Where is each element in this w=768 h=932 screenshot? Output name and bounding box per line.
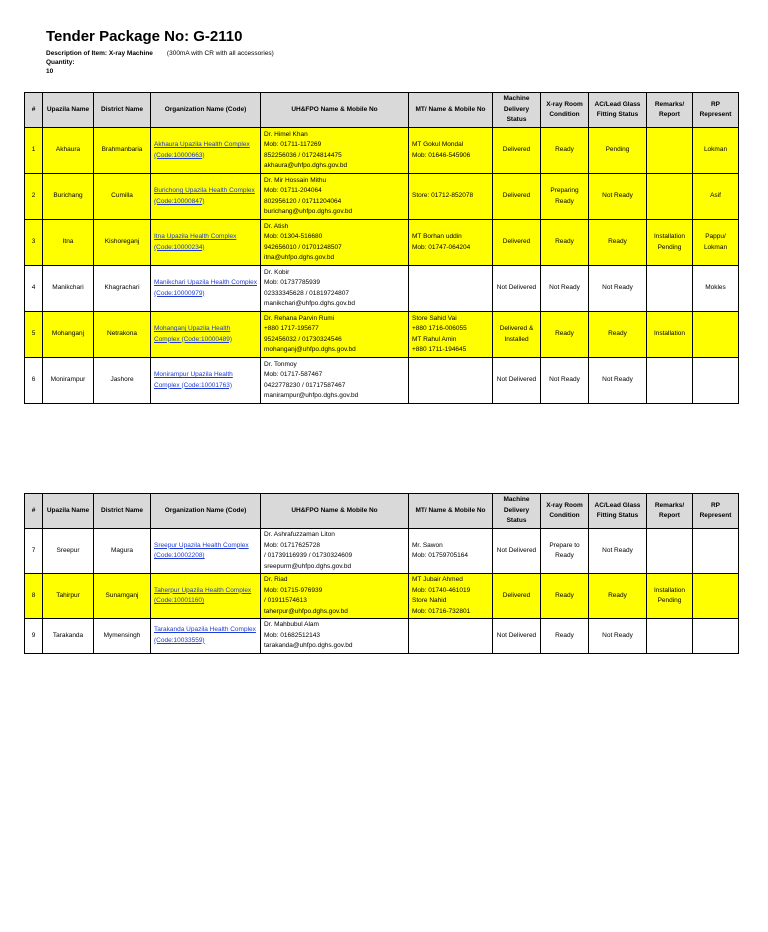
contact-line: Mr. Sawon [412, 541, 443, 549]
uhfpo-contact [261, 174, 409, 220]
contact-line: Mob: 01740-461019 [412, 586, 471, 594]
delivery-status: Delivered [493, 128, 541, 174]
delivery-status: Delivered [493, 220, 541, 266]
column-header: Organization Name (Code) [151, 93, 261, 128]
xray-room-condition: Prepare to Ready [541, 529, 589, 574]
contact-line: Dr. Rehana Parvin Rumi [264, 314, 335, 322]
organization-link[interactable]: Taherpur Upazila Health Complex (Code:10001160) [154, 586, 252, 604]
mt-contact [409, 312, 493, 358]
remarks [647, 358, 693, 404]
row-number: 1 [25, 128, 43, 174]
ac-glass-status: Not Ready [589, 529, 647, 574]
contact-line: Dr. Ashrafuzzaman Liton [264, 531, 335, 538]
remarks: Installation [647, 312, 693, 358]
rp-representative: Mokles [693, 266, 739, 312]
description-line [46, 49, 274, 58]
tender-table-1 [24, 92, 739, 404]
xray-room-condition: Preparing Ready [541, 174, 589, 220]
contact-line: +880 1711-194645 [412, 346, 467, 353]
contact-line: 02333345628 / 01819724807 [264, 289, 349, 297]
rp-representative: Lokman [693, 128, 739, 174]
delivery-status: Delivered [493, 174, 541, 220]
remarks [647, 266, 693, 312]
contact-line: Dr. Himel Khan [264, 130, 308, 138]
district-name: Magura [94, 529, 151, 574]
row-number: 8 [25, 574, 43, 619]
mt-contact [409, 529, 493, 574]
column-header: Remarks/ Report [647, 93, 693, 128]
row-number: 3 [25, 220, 43, 266]
table-row [25, 128, 739, 174]
row-number: 6 [25, 358, 43, 404]
upazila-name: Tarakanda [43, 619, 94, 654]
uhfpo-contact [261, 220, 409, 266]
uhfpo-contact [261, 266, 409, 312]
district-name: Mymensingh [94, 619, 151, 654]
rp-representative [693, 574, 739, 619]
uhfpo-contact [261, 574, 409, 619]
contact-line: MT Rahul Amin [412, 335, 457, 343]
contact-line: Dr. Mahbubul Alam [264, 621, 319, 628]
organization-link[interactable]: Akhaura Upazila Health Complex (Code:10000663) [154, 141, 250, 159]
ac-glass-status: Ready [589, 220, 647, 266]
organization-link[interactable]: Manikchari Upazila Health Complex (Code:10000979) [154, 279, 257, 297]
contact-line: sreepurm@uhfpo.dghs.gov.bd [264, 562, 352, 570]
column-header: X-ray Room Condition [541, 93, 589, 128]
mt-contact [409, 174, 493, 220]
contact-line: 852256036 / 01724814475 [264, 151, 342, 159]
xray-room-condition: Ready [541, 220, 589, 266]
contact-line: Mob: 01717-587467 [264, 371, 323, 378]
table-row [25, 358, 739, 404]
column-header: Upazila Name [43, 93, 94, 128]
document-header [46, 28, 274, 76]
remarks: Installation Pending [647, 574, 693, 619]
rp-representative [693, 312, 739, 358]
organization-cell [151, 574, 261, 619]
column-header: X-ray Room Condition [541, 494, 589, 529]
organization-cell [151, 358, 261, 404]
delivery-status: Delivered & Installed [493, 312, 541, 358]
xray-room-condition: Ready [541, 128, 589, 174]
upazila-name: Akhaura [43, 128, 94, 174]
quantity-label: Quantity: [46, 59, 75, 66]
column-header: Machine Delivery Status [493, 93, 541, 128]
column-header: RP Represent [693, 494, 739, 529]
district-name: Khagrachari [94, 266, 151, 312]
contact-line: Mob: 01747-064204 [412, 243, 471, 251]
page-title: Tender Package No: G-2110 [46, 28, 243, 45]
column-header: # [25, 93, 43, 128]
contact-line: tarakanda@uhfpo.dghs.gov.bd [264, 642, 353, 649]
column-header: RP Represent [693, 93, 739, 128]
uhfpo-contact [261, 529, 409, 574]
table-row [25, 220, 739, 266]
contact-line: MT Jubair Ahmed [412, 576, 463, 583]
ac-glass-status: Not Ready [589, 266, 647, 312]
quantity-value: 10 [46, 68, 54, 75]
column-header: # [25, 494, 43, 529]
contact-line: Mob: 01716-732801 [412, 607, 471, 615]
contact-line: MT Gokul Mondal [412, 141, 464, 148]
contact-line: Mob: 01715-976939 [264, 586, 323, 594]
contact-line: Mob: 01304-516680 [264, 233, 323, 240]
contact-line: 0422778230 / 01717587467 [264, 381, 346, 389]
table-row [25, 619, 739, 654]
rp-representative [693, 529, 739, 574]
contact-line: Dr. Mir Hossain Mithu [264, 176, 327, 184]
organization-link[interactable]: Tarakanda Upazila Health Complex (Code:10033559) [154, 626, 256, 644]
district-name: Jashore [94, 358, 151, 404]
uhfpo-contact [261, 619, 409, 654]
table-row [25, 574, 739, 619]
contact-line: Store Nahid [412, 597, 447, 604]
xray-room-condition: Ready [541, 312, 589, 358]
organization-cell [151, 529, 261, 574]
delivery-status: Not Delivered [493, 529, 541, 574]
organization-link[interactable]: Itna Upazila Health Complex (Code:10000234) [154, 233, 237, 251]
contact-line: / 01739116939 / 01730324609 [264, 552, 353, 559]
contact-line: Mob: 01737785939 [264, 279, 321, 286]
description-label: Description of Item: X-ray Machine [46, 50, 153, 57]
ac-glass-status: Pending [589, 128, 647, 174]
column-header: Machine Delivery Status [493, 494, 541, 529]
table-body-1 [25, 128, 739, 404]
column-header: MT/ Name & Mobile No [409, 494, 493, 529]
organization-cell [151, 174, 261, 220]
district-name: Netrakona [94, 312, 151, 358]
upazila-name: Tahirpur [43, 574, 94, 619]
table-row [25, 529, 739, 574]
table-header-row [25, 93, 739, 128]
upazila-name: Monirampur [43, 358, 94, 404]
contact-line: taherpur@uhfpo.dghs.gov.bd [264, 607, 348, 615]
row-number: 7 [25, 529, 43, 574]
table-header-row [25, 494, 739, 529]
contact-line: Dr. Riad [264, 576, 288, 583]
organization-link[interactable]: Sreepur Upazila Health Complex (Code:10002208) [154, 541, 249, 559]
organization-cell [151, 619, 261, 654]
organization-cell [151, 312, 261, 358]
table-row [25, 174, 739, 220]
xray-room-condition: Not Ready [541, 358, 589, 404]
rp-representative [693, 619, 739, 654]
organization-cell [151, 266, 261, 312]
contact-line: / 01911574613 [264, 597, 307, 604]
mt-contact [409, 220, 493, 266]
delivery-status: Not Delivered [493, 619, 541, 654]
contact-line: Mob: 01646-545906 [412, 151, 471, 159]
upazila-name: Sreepur [43, 529, 94, 574]
contact-line: Mob: 01711-204064 [264, 187, 322, 194]
organization-cell [151, 220, 261, 266]
table-row [25, 266, 739, 312]
contact-line: Mob: 01759705164 [412, 552, 469, 559]
district-name: Kishoreganj [94, 220, 151, 266]
organization-link[interactable]: Mohanganj Upazila Health Complex (Code:10000489) [154, 325, 233, 343]
column-header: Remarks/ Report [647, 494, 693, 529]
delivery-status: Not Delivered [493, 358, 541, 404]
rp-representative [693, 358, 739, 404]
upazila-name: Mohanganj [43, 312, 94, 358]
delivery-status: Delivered [493, 574, 541, 619]
row-number: 2 [25, 174, 43, 220]
contact-line: 802956120 / 01711204064 [264, 197, 342, 205]
table-row [25, 312, 739, 358]
ac-glass-status: Ready [589, 574, 647, 619]
district-name: Brahmanbaria [94, 128, 151, 174]
uhfpo-contact [261, 358, 409, 404]
row-number: 9 [25, 619, 43, 654]
contact-line: 952456032 / 01730324546 [264, 335, 342, 343]
rp-representative: Asif [693, 174, 739, 220]
column-header: District Name [94, 93, 151, 128]
upazila-name: Burichang [43, 174, 94, 220]
contact-line: Dr. Kobir [264, 268, 290, 276]
district-name: Cumilla [94, 174, 151, 220]
district-name: Sunamganj [94, 574, 151, 619]
contact-line: itna@uhfpo.dghs.gov.bd [264, 254, 335, 261]
upazila-name: Itna [43, 220, 94, 266]
mt-contact [409, 266, 493, 312]
column-header: District Name [94, 494, 151, 529]
contact-line: akhaura@uhfpo.dghs.gov.bd [264, 162, 348, 169]
delivery-status: Not Delivered [493, 266, 541, 312]
ac-glass-status: Not Ready [589, 174, 647, 220]
remarks [647, 529, 693, 574]
row-number: 4 [25, 266, 43, 312]
remarks [647, 128, 693, 174]
contact-line: Dr. Tonmoy [264, 360, 297, 368]
xray-room-condition: Ready [541, 619, 589, 654]
xray-room-condition: Not Ready [541, 266, 589, 312]
contact-line: +880 1716-006055 [412, 325, 467, 332]
row-number: 5 [25, 312, 43, 358]
contact-line: Mob: 01717625728 [264, 541, 321, 549]
organization-cell [151, 128, 261, 174]
column-header: Organization Name (Code) [151, 494, 261, 529]
remarks [647, 174, 693, 220]
rp-representative: Pappu/ Lokman [693, 220, 739, 266]
tender-table-2 [24, 493, 739, 654]
ac-glass-status: Not Ready [589, 358, 647, 404]
mt-contact [409, 619, 493, 654]
contact-line: Store Sahid Vai [412, 314, 457, 322]
mt-contact [409, 358, 493, 404]
column-header: AC/Lead Glass Fitting Status [589, 93, 647, 128]
contact-line: manikchari@uhfpo.dghs.gov.bd [264, 300, 356, 307]
ac-glass-status: Not Ready [589, 619, 647, 654]
description-extra: (300mA with CR with all accessories) [166, 50, 274, 57]
uhfpo-contact [261, 312, 409, 358]
contact-line: Dr. Atish [264, 222, 289, 230]
mt-contact [409, 574, 493, 619]
column-header: Upazila Name [43, 494, 94, 529]
uhfpo-contact [261, 128, 409, 174]
table-body-2 [25, 529, 739, 654]
contact-line: Store: 01712-852078 [412, 192, 474, 200]
ac-glass-status: Ready [589, 312, 647, 358]
contact-line: +880 1717-195677 [264, 325, 319, 332]
contact-line: Mob: 01711-117269 [264, 141, 322, 148]
upazila-name: Manikchari [43, 266, 94, 312]
column-header: AC/Lead Glass Fitting Status [589, 494, 647, 529]
column-header: UH&FPO Name & Mobile No [261, 93, 409, 128]
contact-line: burichang@uhfpo.dghs.gov.bd [264, 208, 353, 215]
contact-line: Mob: 01682512143 [264, 631, 321, 639]
contact-line: MT Borhan uddin [412, 233, 462, 240]
xray-room-condition: Ready [541, 574, 589, 619]
organization-link[interactable]: Monirampur Upazila Health Complex (Code:10001763) [154, 371, 233, 389]
remarks [647, 619, 693, 654]
contact-line: 942656010 / 01701248507 [264, 243, 342, 251]
contact-line: manirampur@uhfpo.dghs.gov.bd [264, 392, 359, 399]
column-header: MT/ Name & Mobile No [409, 93, 493, 128]
mt-contact [409, 128, 493, 174]
remarks: Installation Pending [647, 220, 693, 266]
organization-link[interactable]: Burichong Upazila Health Complex (Code:10000847) [154, 187, 255, 205]
contact-line: mohanganj@uhfpo.dghs.gov.bd [264, 346, 356, 353]
column-header: UH&FPO Name & Mobile No [261, 494, 409, 529]
